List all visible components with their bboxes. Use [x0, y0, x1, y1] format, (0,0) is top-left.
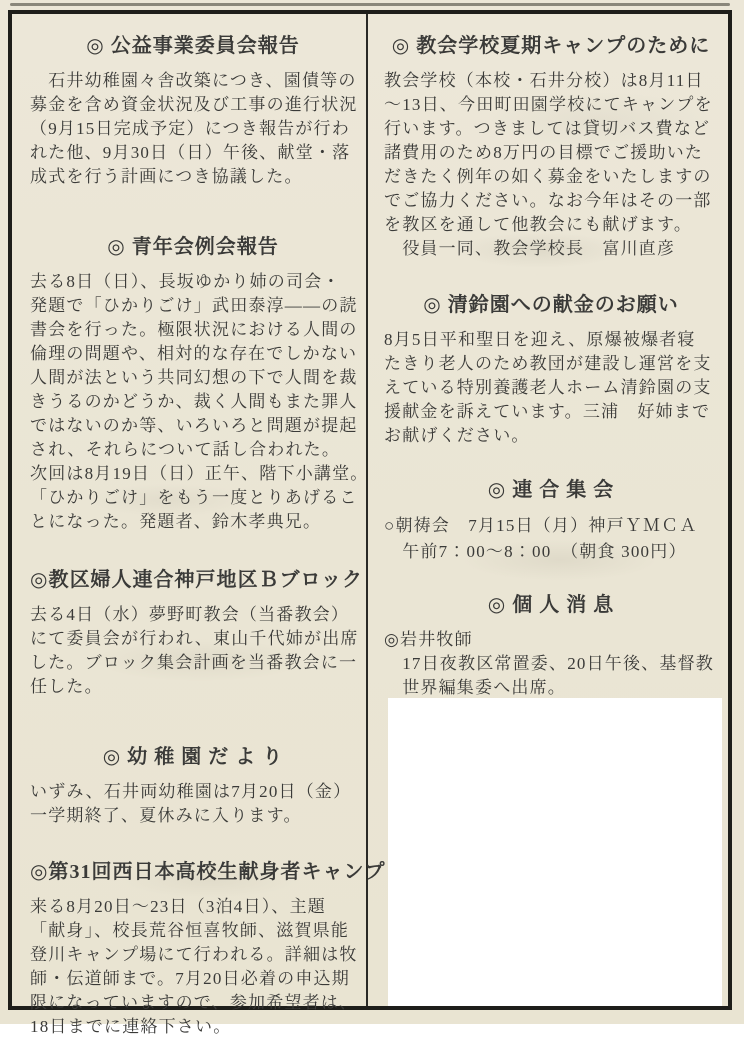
text-line: 去る4日（水）夢野町教会（当番教会） — [30, 605, 350, 624]
signature-line: 役員一同、教会学校長 富川直彦 — [384, 239, 676, 258]
section-title: ◎第31回西日本高校生献身者キャンプ — [30, 861, 386, 883]
section-kindergarten-news — [30, 743, 356, 828]
text-line: され、それらについて話し合われた。 — [30, 440, 341, 459]
section-title: ◎ 幼 稚 園 だ よ り — [102, 746, 284, 768]
content-frame — [8, 10, 732, 1036]
text-line: 発題で「ひかりごけ」武田泰淳——の読 — [30, 296, 358, 315]
text-line: ではないのか等、いろいろと問題が提起 — [30, 416, 358, 435]
section-youth-meeting-report — [30, 233, 369, 534]
section-seireien-donation — [384, 291, 718, 448]
text-line: 「ひかりごけ」をもう一度とりあげるこ — [30, 488, 358, 507]
section-united-gathering — [384, 476, 718, 565]
text-line: 援献金を訴えています。三浦 好姉まで — [384, 402, 711, 421]
blank-area — [388, 698, 722, 1006]
text-line: でご協力ください。なお今年はその一部 — [384, 191, 712, 210]
section-title: ◎ 個 人 消 息 — [487, 594, 615, 616]
text-line: 倫理の問題や、相対的な存在でしかない — [30, 344, 358, 363]
section-personal-news — [384, 591, 718, 700]
section-title: ◎教区婦人連合神戸地区Ｂブロック — [30, 569, 364, 591]
text-line: いずみ、石井両幼稚園は7月20日（金） — [30, 782, 352, 801]
text-line: たきり老人のため教団が建設し運営を支 — [384, 354, 712, 373]
scan-edge-artifact — [10, 3, 730, 6]
section-public-works-report — [30, 32, 356, 189]
text-line: 任した。 — [30, 677, 103, 696]
text-line: きうるのかどうか、裁く人間もまた罪人 — [30, 392, 358, 411]
left-column — [12, 14, 386, 1036]
text-line: 石井幼稚園々舎改築につき、園債等の — [30, 71, 357, 90]
section-title: ◎ 青年会例会報告 — [107, 236, 279, 258]
text-line: にて委員会が行われ、東山千代姉が出席 — [30, 629, 359, 648]
section-title: ◎ 清鈴園への献金のお願い — [423, 294, 679, 316]
section-title: ◎ 連 合 集 会 — [487, 479, 615, 501]
section-title: ◎ 教会学校夏期キャンプのために — [391, 35, 711, 57]
section-womens-union-b-block — [30, 566, 364, 699]
text-line: ○朝祷会 7月15日（月）神戸ＹＭＣＡ — [384, 516, 698, 535]
text-line: 諸費用のため8万円の目標でご援助いた — [384, 143, 704, 162]
text-line: ◎岩井牧師 — [384, 630, 473, 649]
text-line: 8月5日平和聖日を迎え、原爆被爆者寝 — [384, 330, 696, 349]
text-line: 登川キャンプ場にて行われる。詳細は牧 — [30, 945, 358, 964]
text-line: 教会学校（本校・石井分校）は8月11日 — [384, 71, 704, 90]
text-line: 17日夜教区常置委、20日午後、基督教 — [384, 654, 714, 673]
text-line: 去る8日（日）、長坂ゆかり姉の司会・ — [30, 272, 341, 291]
text-line: とになった。発題者、鈴木孝典兄。 — [30, 512, 322, 531]
text-line: 限になっていますので、参加希望者は、 — [30, 993, 358, 1012]
text-line: れた他、9月30日（日）午後、献堂・落 — [30, 143, 351, 162]
text-line: （9月15日完成予定）につき報告が行わ — [30, 119, 350, 138]
text-line: 行います。つきましては貸切バス費など — [384, 119, 711, 138]
text-line: した。ブロック集会計画を当番教会に一 — [30, 653, 358, 672]
text-line: を教区を通して他教会にも献げます。 — [384, 215, 693, 234]
text-line: えている特別養護老人ホーム清鈴園の支 — [384, 378, 712, 397]
text-line: 成式を行う計画につき協議した。 — [30, 167, 303, 186]
section-title: ◎ 公益事業委員会報告 — [86, 35, 300, 57]
section-church-school-camp — [384, 32, 718, 261]
text-line: 師・伝道師まで。7月20日必着の申込期 — [30, 969, 350, 988]
text-line: 書会を行った。極限状況における人間の — [30, 320, 358, 339]
text-line: 世界編集委へ出席。 — [384, 678, 566, 697]
text-line: お献げください。 — [384, 426, 530, 445]
text-line: 人間が法という共同幻想の下で人間を裁 — [30, 368, 358, 387]
section-highschool-camp — [30, 858, 386, 1039]
text-line: 次回は8月19日（日）正午、階下小講堂。 — [30, 464, 369, 483]
text-line: 募金を含め資金状況及び工事の進行状況 — [30, 95, 358, 114]
text-line: だきたく例年の如く募金をいたしますの — [384, 167, 712, 186]
text-line: 18日までに連絡下さい。 — [30, 1017, 232, 1036]
text-line: ～13日、今田町田園学校にてキャンプを — [384, 95, 713, 114]
text-line: 「献身」、校長荒谷恒喜牧師、滋賀県能 — [30, 921, 350, 940]
text-line: 来る8月20日～23日（3泊4日）、主題 — [30, 897, 326, 916]
text-line: 一学期終了、夏休みに入ります。 — [30, 806, 302, 825]
text-line: 午前7：00～8：00 （朝食 300円） — [384, 542, 687, 561]
